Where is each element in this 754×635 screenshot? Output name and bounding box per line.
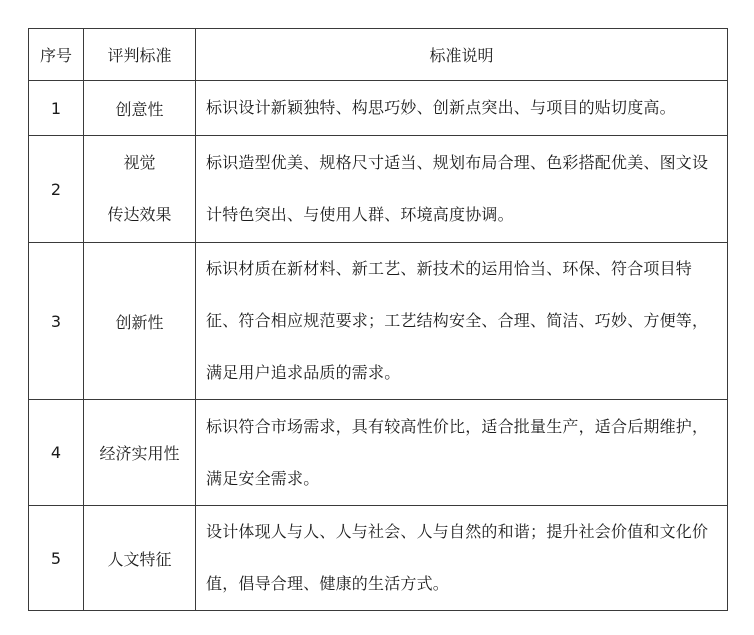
table-row bbox=[29, 81, 728, 136]
row-name: 创新性 bbox=[84, 243, 196, 400]
table-row bbox=[29, 400, 728, 506]
criteria-table bbox=[28, 28, 728, 611]
row-name bbox=[84, 136, 196, 243]
table-row bbox=[29, 243, 728, 400]
header-num: 序号 bbox=[29, 29, 84, 81]
table-row bbox=[29, 136, 728, 243]
row-name-line: 视觉 bbox=[123, 153, 156, 172]
row-num: 4 bbox=[29, 400, 84, 506]
row-num: 2 bbox=[29, 136, 84, 243]
header-desc: 标准说明 bbox=[196, 29, 728, 81]
row-name: 创意性 bbox=[84, 81, 196, 136]
table-row bbox=[29, 506, 728, 611]
table-header-row bbox=[29, 29, 728, 81]
row-name: 人文特征 bbox=[84, 506, 196, 611]
row-name: 经济实用性 bbox=[84, 400, 196, 506]
row-desc: 标识符合市场需求，具有较高性价比，适合批量生产，适合后期维护，满足安全需求。 bbox=[196, 400, 728, 506]
row-num: 1 bbox=[29, 81, 84, 136]
row-num: 3 bbox=[29, 243, 84, 400]
row-num: 5 bbox=[29, 506, 84, 611]
header-name: 评判标准 bbox=[84, 29, 196, 81]
row-desc: 设计体现人与人、人与社会、人与自然的和谐；提升社会价值和文化价值，倡导合理、健康的生活方式。 bbox=[196, 506, 728, 611]
row-desc: 标识材质在新材料、新工艺、新技术的运用恰当、环保、符合项目特征、符合相应规范要求；工艺结构安全、合理、简洁、巧妙、方便等，满足用户追求品质的需求。 bbox=[196, 243, 728, 400]
row-name-line: 传达效果 bbox=[107, 205, 172, 224]
row-desc: 标识造型优美、规格尺寸适当、规划布局合理、色彩搭配优美、图文设计特色突出、与使用人群、环境高度协调。 bbox=[196, 136, 728, 243]
row-desc: 标识设计新颖独特、构思巧妙、创新点突出、与项目的贴切度高。 bbox=[196, 81, 728, 136]
